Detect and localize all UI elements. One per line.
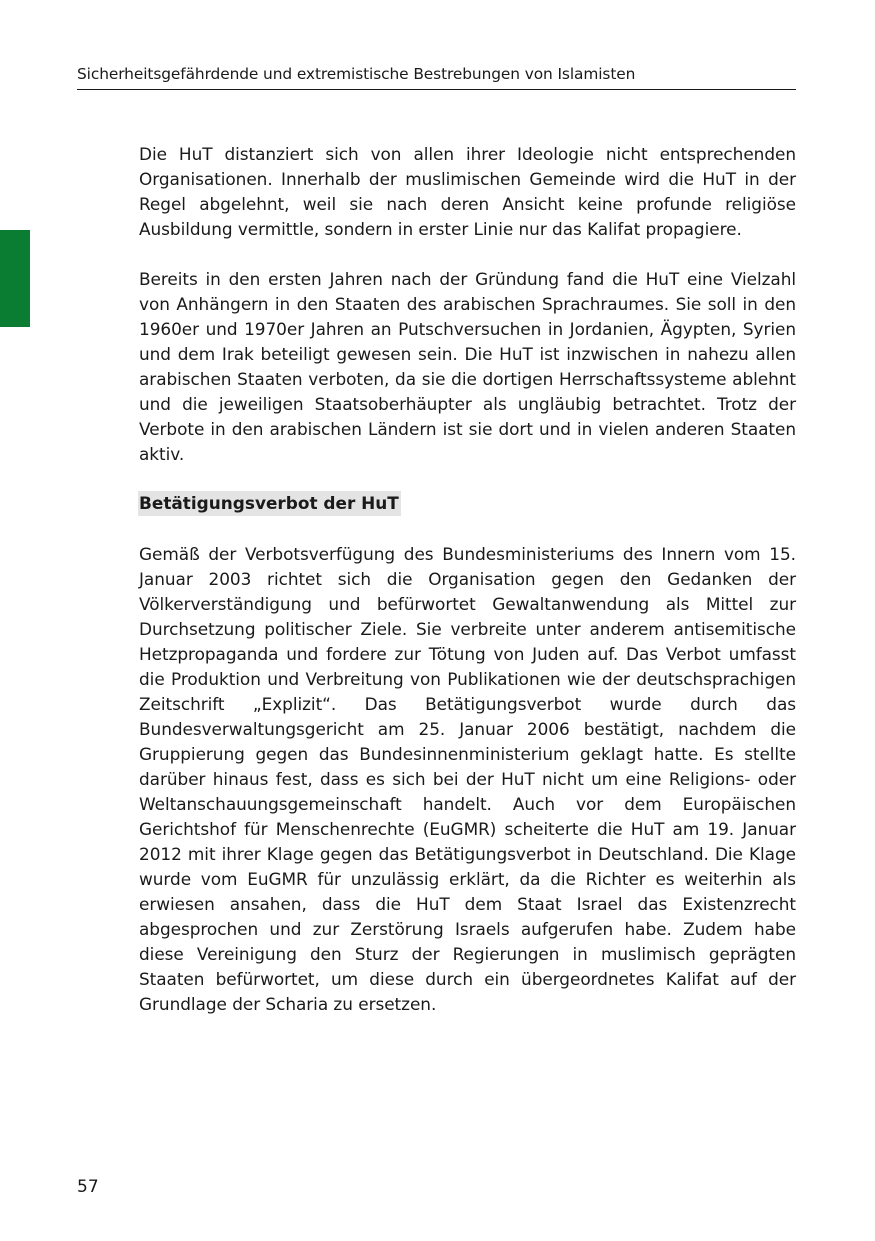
running-header-title: Sicherheitsgefährdende und extremistische Bestrebungen von Islamisten — [77, 65, 636, 83]
paragraph-arab-history: Bereits in den ersten Jahren nach der Gründung fand die HuT eine Vielzahl von Anhängern in den Staaten des arabischen Sprachraumes. Sie soll in den 1960er und 1970er Jahren an Putschversuchen in Jordanien, Ägypten, Syrien und dem Irak beteiligt gewesen sein. Die HuT ist inzwischen in nahezu allen arabischen Staaten verboten, da sie die dortigen Herrschaftssysteme ablehnt und die jeweiligen Staatsoberhäupter als ungläubig betrachtet. Trotz der Verbote in den arabischen Ländern ist sie dort und in vielen anderen Staaten aktiv. — [139, 269, 796, 464]
section-heading: Betätigungsverbot der HuT — [138, 491, 401, 516]
page-number: 57 — [77, 1177, 99, 1197]
paragraph-ban-details: Gemäß der Verbotsverfügung des Bundesministeriums des Innern vom 15. Januar 2003 richtet sich die Organisation gegen den Gedanken der Völkerverständigung und befürwortet Gewaltanwendung als Mittel zur Durchsetzung politischer Ziele. Sie verbreite unter anderem antisemitische Hetzpropaganda und fordere zur Tötung von Juden auf. Das Verbot umfasst die Produktion und Verbreitung von Publikationen wie der deutschsprachigen Zeitschrift „Explizit“. Das Betätigungsverbot wurde durch das Bundesverwaltungsgericht am 25. Januar 2006 bestätigt, nachdem die Gruppierung gegen das Bundesinnenministerium geklagt hatte. Es stellte darüber hinaus fest, dass es sich bei der HuT nicht um eine Religions- oder Weltanschauungsgemeinschaft handelt. Auch vor dem Europäischen Gerichtshof für Menschenrechte (EuGMR) scheiterte die HuT am 19. Januar 2012 mit ihrer Klage gegen das Betätigungsverbot in Deutschland. Die Klage wurde vom EuGMR für unzulässig erklärt, da die Richter es weiterhin als erwiesen ansahen, dass die HuT dem Staat Israel das Existenzrecht abgesprochen und zur Zerstörung Israels aufgerufen habe. Zudem habe diese Vereinigung den Sturz der Regierungen in muslimisch geprägten Staaten befürwortet, um diese durch ein übergeordnetes Kalifat auf der Grundlage der Scharia zu ersetzen. — [139, 544, 796, 1014]
running-header — [77, 64, 796, 90]
chapter-side-tab — [0, 230, 30, 327]
paragraph-organisation-rejection: Die HuT distanziert sich von allen ihrer Ideologie nicht entsprechenden Organisationen. Innerhalb der muslimischen Gemeinde wird die HuT in der Regel abgelehnt, weil sie nach deren Ansicht keine profunde religiöse Ausbildung vermittle, sondern in erster Linie nur das Kalifat propagiere. — [139, 144, 796, 239]
